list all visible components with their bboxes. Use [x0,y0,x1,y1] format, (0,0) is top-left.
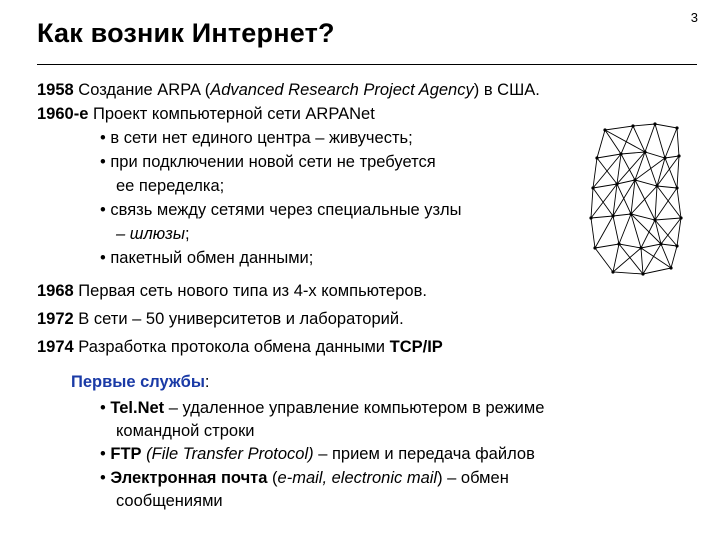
year: 1968 [37,282,74,300]
milestone-text: В сети – 50 университетов и лабораторий. [73,310,404,328]
bullet-item [100,248,313,268]
bullet-text: ; [184,225,190,243]
history-item-1958 [37,80,540,100]
title-underline [37,64,697,65]
bullet-item [100,128,413,148]
bullet-italic: – шлюзы [116,225,185,243]
services-heading-suffix: : [204,373,210,391]
year: 1960-е [37,105,89,123]
bullet-continuation: ее переделка; [116,177,225,195]
year: 1972 [37,310,74,328]
bullet-icon: • [100,469,106,487]
service-item-telnet [100,398,544,418]
services-heading-text: Первые службы [71,373,205,391]
service-name: Tel.Net [110,399,165,417]
milestone-text: Разработка протокола обмена данными [73,338,390,356]
network-links [591,124,681,274]
page-number: 3 [690,10,698,25]
service-item-ftp [100,444,535,464]
network-mesh-icon [585,118,685,278]
protocol-name: TCP/IP [389,338,443,356]
bullet-icon: • [100,201,106,219]
service-item-email [100,468,509,488]
services-heading [71,372,210,392]
milestone-1974 [37,337,443,357]
service-name: FTP [110,445,142,463]
service-text: – прием и передача файлов [313,445,535,463]
bullet-continuation [116,224,190,244]
milestone-1972 [37,309,404,329]
milestone-1968 [37,281,427,301]
bullet-icon: • [100,399,106,417]
slide-title: Как возник Интернет? [37,18,335,48]
history-italic: Advanced Research Project Agency [210,81,474,99]
service-text: ) – обмен [437,469,509,487]
history-text: Создание ARPA ( [73,81,211,99]
history-text: ) в США. [473,81,540,99]
history-item-1960s [37,104,375,124]
service-continuation: командной строки [116,422,255,440]
year: 1958 [37,81,74,99]
bullet-text: связь между сетями через специальные узлы [110,201,462,219]
bullet-text: пакетный обмен данными; [110,249,314,267]
service-name: Электронная почта [110,469,268,487]
year: 1974 [37,338,74,356]
bullet-text: в сети нет единого центра – живучесть; [110,129,413,147]
service-continuation: сообщениями [116,492,223,510]
service-text: ( [267,469,278,487]
bullet-icon: • [100,129,106,147]
bullet-item [100,152,436,172]
bullet-item [100,200,461,220]
service-italic: (File Transfer Protocol) [141,445,314,463]
bullet-icon: • [100,249,106,267]
history-text: Проект компьютерной сети ARPANet [88,105,375,123]
milestone-text: Первая сеть нового типа из 4-х компьютеров. [73,282,427,300]
bullet-icon: • [100,445,106,463]
service-italic: e-mail, electronic mail [277,469,438,487]
bullet-text: при подключении новой сети не требуется [110,153,436,171]
bullet-icon: • [100,153,106,171]
service-text: – удаленное управление компьютером в режиме [164,399,545,417]
